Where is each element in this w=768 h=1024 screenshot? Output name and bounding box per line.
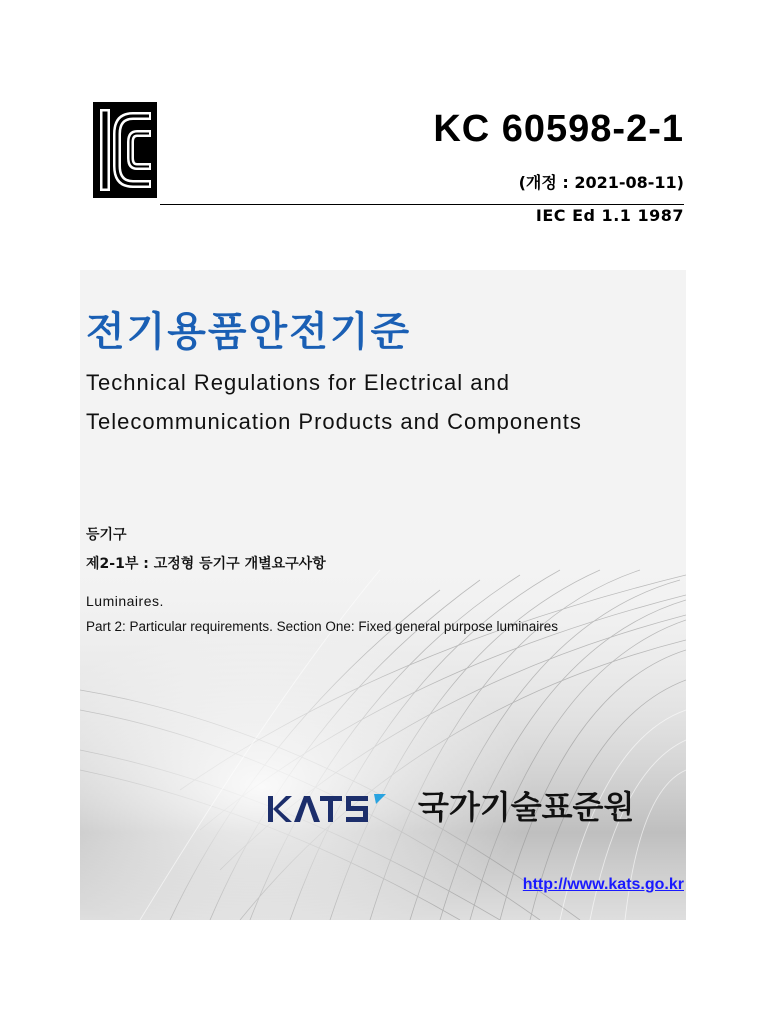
title-english-line1: Technical Regulations for Electrical and: [86, 370, 510, 395]
category-korean: 등기구: [86, 527, 127, 543]
kc-certification-mark-icon: [93, 102, 157, 198]
organization-name-korean: 국가기술표준원: [418, 788, 635, 826]
title-english-line2: Telecommunication Products and Components: [86, 409, 582, 434]
iec-reference: IEC Ed 1.1 1987: [535, 206, 684, 225]
website-link[interactable]: http://www.kats.go.kr: [522, 876, 684, 893]
kats-logo-icon: [266, 790, 402, 826]
cover-panel: [80, 270, 686, 920]
standard-number: KC 60598-2-1: [433, 108, 684, 150]
category-english: Luminaires.: [86, 593, 164, 609]
part-title-english: Part 2: Particular requirements. Section One: Fixed general purpose luminaires: [86, 619, 558, 634]
revision-date: (개정 : 2021-08-11): [518, 173, 684, 192]
title-korean: 전기용품안전기준: [86, 309, 412, 355]
header-divider: [160, 204, 684, 205]
part-title-korean: 제2-1부 : 고정형 등기구 개별요구사항: [86, 556, 326, 572]
